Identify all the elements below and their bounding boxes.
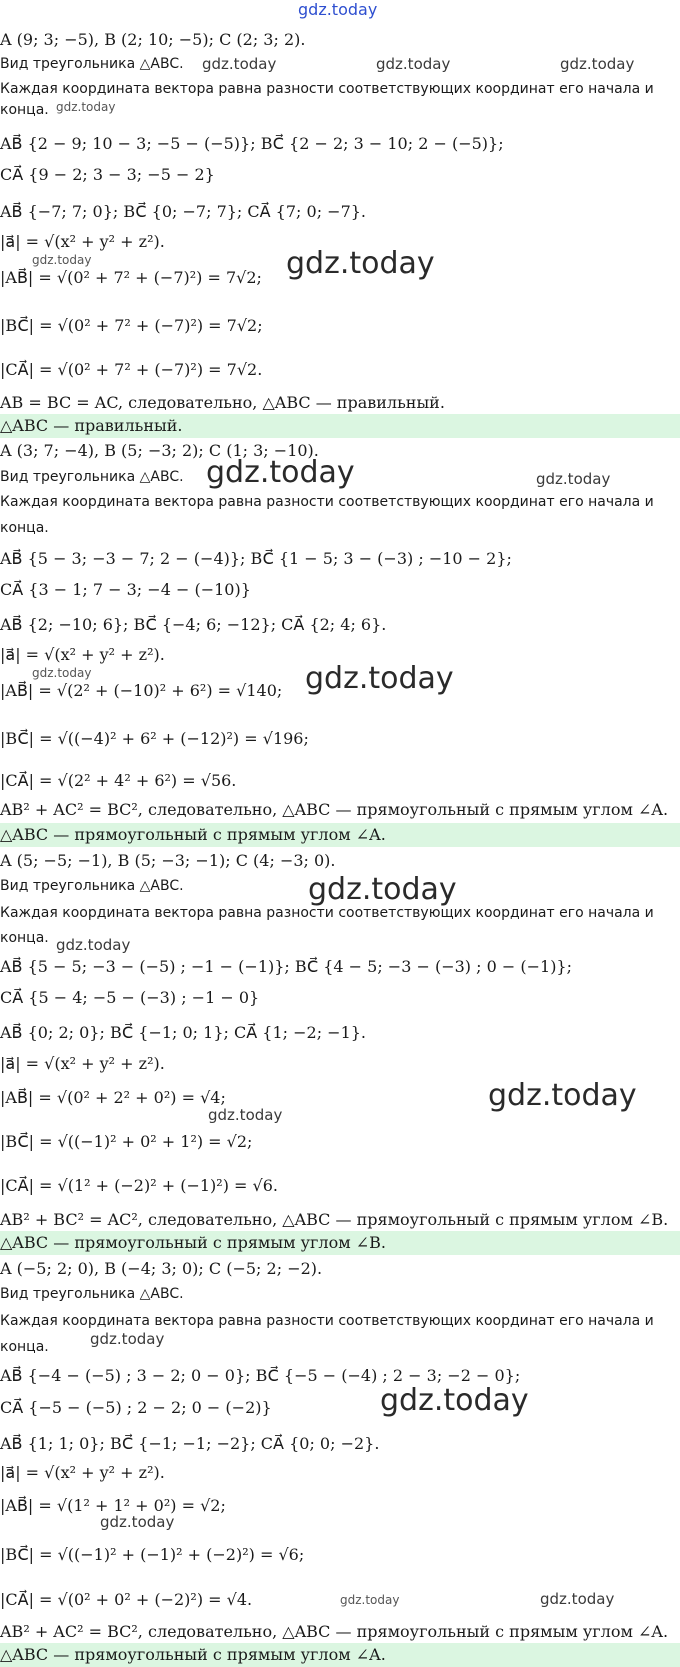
watermark-text: gdz.today [540, 1590, 615, 1608]
watermark-text: gdz.today [298, 0, 378, 19]
length-formula: |a⃗| = √(x² + y² + z²). [0, 1463, 165, 1482]
task-text: Вид треугольника △ABC. [0, 1286, 184, 1302]
vector-values-line: AB⃗ {1; 1; 0}; BC⃗ {−1; −1; −2}; CA⃗ {0; 0; −2}. [0, 1434, 380, 1453]
explanation-text: конца. [0, 520, 49, 536]
vector-values-line: AB⃗ {−7; 7; 0}; BC⃗ {0; −7; 7}; CA⃗ {7; 0; −7}. [0, 202, 367, 221]
task-text: Вид треугольника △ABC. [0, 56, 184, 72]
vertices-line: A (3; 7; −4), B (5; −3; 2); C (1; 3; −10). [0, 441, 319, 460]
explanation-text: Каждая координата вектора равна разности соответствующих координат его начала и [0, 905, 654, 921]
task-text: Вид треугольника △ABC. [0, 469, 184, 485]
vector-values-line: AB⃗ {0; 2; 0}; BC⃗ {−1; 0; 1}; CA⃗ {1; −2; −1}. [0, 1023, 367, 1042]
watermark-text: gdz.today [340, 1593, 400, 1607]
vector-coords-line: CA⃗ {−5 − (−5) ; 2 − 2; 0 − (−2)} [0, 1398, 272, 1417]
watermark-text: gdz.today [488, 1078, 637, 1113]
length-ab: |AB⃗| = √(1² + 1² + 0²) = √2; [0, 1496, 226, 1515]
length-ca: |CA⃗| = √(0² + 7² + (−7)²) = 7√2. [0, 360, 263, 379]
length-formula: |a⃗| = √(x² + y² + z²). [0, 645, 165, 664]
watermark-text: gdz.today [380, 1383, 529, 1418]
watermark-text: gdz.today [308, 872, 457, 907]
length-formula: |a⃗| = √(x² + y² + z²). [0, 1054, 165, 1073]
length-bc: |BC⃗| = √((−1)² + (−1)² + (−2)²) = √6; [0, 1545, 305, 1564]
vector-coords-line: CA⃗ {3 − 1; 7 − 3; −4 − (−10)} [0, 580, 251, 599]
vertices-line: A (−5; 2; 0), B (−4; 3; 0); C (−5; 2; −2). [0, 1259, 323, 1278]
watermark-text: gdz.today [202, 55, 277, 73]
watermark-text: gdz.today [208, 1106, 283, 1124]
watermark-text: gdz.today [305, 661, 454, 696]
vector-coords-line: AB⃗ {5 − 5; −3 − (−5) ; −1 − (−1)}; BC⃗ {4 − 5; −3 − (−3) ; 0 − (−1)}; [0, 957, 572, 976]
watermark-text: gdz.today [560, 55, 635, 73]
conclusion-text: AB = BC = AC, следовательно, △ABC — правильный. [0, 393, 445, 412]
length-formula: |a⃗| = √(x² + y² + z²). [0, 232, 165, 251]
explanation-text: Каждая координата вектора равна разности соответствующих координат его начала и [0, 1313, 654, 1329]
explanation-text: конца. [0, 1339, 49, 1355]
conclusion-text: AB² + AC² = BC², следовательно, △ABC — прямоугольный с прямым углом ∠A. [0, 1622, 669, 1641]
explanation-text: Каждая координата вектора равна разности соответствующих координат его начала и [0, 494, 654, 510]
explanation-text: Каждая координата вектора равна разности соответствующих координат его начала и [0, 81, 654, 97]
vector-coords-line: AB⃗ {5 − 3; −3 − 7; 2 − (−4)}; BC⃗ {1 − 5; 3 − (−3) ; −10 − 2}; [0, 549, 512, 568]
answer-highlight: △ABC — прямоугольный с прямым углом ∠A. [0, 1643, 680, 1667]
length-ab: |AB⃗| = √(0² + 2² + 0²) = √4; [0, 1088, 226, 1107]
length-ca: |CA⃗| = √(1² + (−2)² + (−1)²) = √6. [0, 1176, 278, 1195]
length-ca: |CA⃗| = √(2² + 4² + 6²) = √56. [0, 771, 237, 790]
watermark-text: gdz.today [90, 1330, 165, 1348]
watermark-text: gdz.today [286, 246, 435, 281]
explanation-text: конца. [0, 102, 49, 118]
vector-coords-line: AB⃗ {−4 − (−5) ; 3 − 2; 0 − 0}; BC⃗ {−5 − (−4) ; 2 − 3; −2 − 0}; [0, 1366, 521, 1385]
length-bc: |BC⃗| = √((−1)² + 0² + 1²) = √2; [0, 1132, 253, 1151]
answer-highlight: △ABC — прямоугольный с прямым углом ∠A. [0, 823, 680, 847]
conclusion-text: AB² + BC² = AC², следовательно, △ABC — прямоугольный с прямым углом ∠B. [0, 1210, 669, 1229]
watermark-text: gdz.today [56, 936, 131, 954]
watermark-text: gdz.today [56, 100, 116, 114]
length-bc: |BC⃗| = √((−4)² + 6² + (−12)²) = √196; [0, 729, 309, 748]
length-ab: |AB⃗| = √(2² + (−10)² + 6²) = √140; [0, 681, 283, 700]
watermark-text: gdz.today [32, 666, 92, 680]
task-text: Вид треугольника △ABC. [0, 878, 184, 894]
vector-values-line: AB⃗ {2; −10; 6}; BC⃗ {−4; 6; −12}; CA⃗ {2; 4; 6}. [0, 615, 387, 634]
vertices-line: A (9; 3; −5), B (2; 10; −5); C (2; 3; 2). [0, 30, 306, 49]
watermark-text: gdz.today [206, 455, 355, 490]
answer-highlight: △ABC — прямоугольный с прямым углом ∠B. [0, 1231, 680, 1255]
vertices-line: A (5; −5; −1), B (5; −3; −1); C (4; −3; 0). [0, 851, 336, 870]
explanation-text: конца. [0, 930, 49, 946]
answer-highlight: △ABC — правильный. [0, 414, 680, 438]
watermark-text: gdz.today [376, 55, 451, 73]
conclusion-text: AB² + AC² = BC², следовательно, △ABC — прямоугольный с прямым углом ∠A. [0, 800, 669, 819]
watermark-text: gdz.today [32, 253, 92, 267]
length-bc: |BC⃗| = √(0² + 7² + (−7)²) = 7√2; [0, 316, 263, 335]
watermark-text: gdz.today [536, 470, 611, 488]
vector-coords-line: CA⃗ {5 − 4; −5 − (−3) ; −1 − 0} [0, 988, 260, 1007]
vector-coords-line: CA⃗ {9 − 2; 3 − 3; −5 − 2} [0, 165, 215, 184]
vector-coords-line: AB⃗ {2 − 9; 10 − 3; −5 − (−5)}; BC⃗ {2 − 2; 3 − 10; 2 − (−5)}; [0, 134, 504, 153]
length-ca: |CA⃗| = √(0² + 0² + (−2)²) = √4. [0, 1590, 253, 1609]
watermark-text: gdz.today [100, 1513, 175, 1531]
length-ab: |AB⃗| = √(0² + 7² + (−7)²) = 7√2; [0, 268, 262, 287]
